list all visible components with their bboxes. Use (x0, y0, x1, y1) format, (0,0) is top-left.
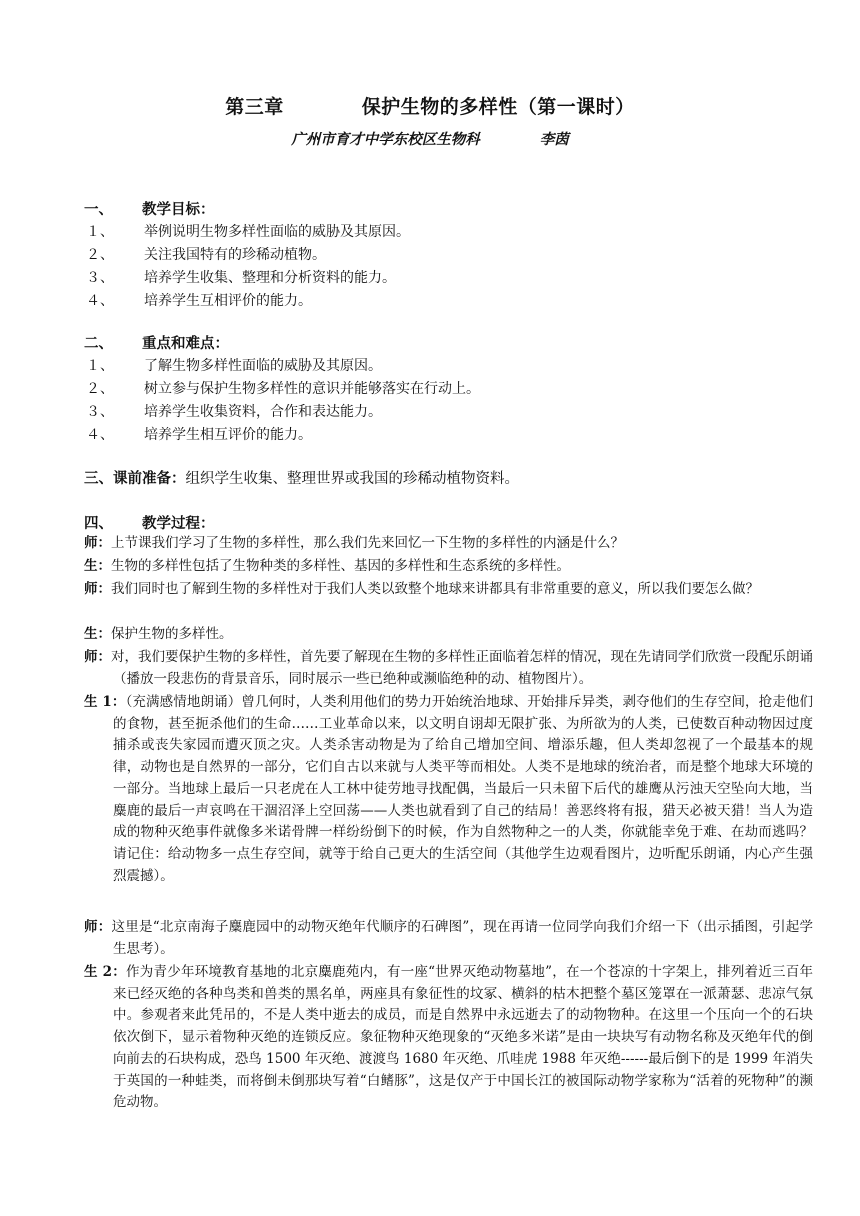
dialogue-text: 保护生物的多样性。 (111, 626, 233, 642)
dialogue-text: 上节课我们学习了生物的多样性，那么我们先来回忆一下生物的多样性的内涵是什么？ (111, 535, 624, 551)
item-text: 举例说明生物多样性面临的威胁及其原因。 (144, 224, 410, 240)
dialogue-line (84, 579, 813, 601)
list-item (86, 267, 396, 287)
list-item (86, 244, 326, 264)
speaker-label: 生： (84, 626, 111, 642)
section-preparation (84, 467, 519, 488)
dialogue-text: 我们同时也了解到生物的多样性对于我们人类以致整个地球来讲都具有非常重要的意义，所以我们要怎么做？ (111, 581, 759, 597)
list-item (86, 378, 480, 398)
section-number: 四、 (84, 515, 113, 532)
section-heading-objectives (84, 198, 215, 219)
section-title: 教学过程： (142, 515, 215, 532)
preparation-text: 组织学生收集、整理世界或我国的珍稀动植物资料。 (185, 471, 519, 487)
item-number: ２、 (86, 247, 114, 263)
author-name: 李茵 (539, 131, 569, 148)
dialogue-text: 作为青少年环境教育基地的北京麋鹿苑内，有一座“世界灭绝动物墓地”，在一个苍凉的十字架上，排列着近三百年来已经灭绝的各种鸟类和兽类的黑名单，两座具有象征性的坟冢、横斜的枯木把整个墓区笼罩在一派萧瑟、悲凉气氛中。参观者来此凭吊的，不是人类中逝去的成员，而是自然界中永远逝去了的动物物种。在这里一个压向一个的石块依次倒下，显示着物种灭绝的连锁反应。象征物种灭绝现象的“灭绝多米诺”是由一块块写有动物名称及灭绝年代的倒向前去的石块构成，恐鸟 1500 年灭绝、渡渡鸟 1680 年灭绝、爪哇虎 1988 年灭绝------最后倒下的是 1999 年消失于英国的一种蛙类，而将倒未倒那块写着“白鳍豚”，这是仅产于中国长江的被国际动物学家称为“活着的死物种”的濒危动物。 (113, 964, 813, 1111)
item-text: 培养学生收集、整理和分析资料的能力。 (144, 270, 396, 286)
dialogue-line (84, 962, 813, 1114)
list-item (86, 424, 312, 444)
section-heading-keypoints (84, 332, 229, 353)
item-text: 关注我国特有的珍稀动植物。 (144, 247, 326, 263)
dialogue-line (84, 533, 813, 555)
item-number: ２、 (86, 381, 114, 397)
dialogue-text: 这里是“北京南海子麋鹿园中的动物灭绝年代顺序的石碑图”，现在再请一位同学向我们介绍一下（出示插图，引起学生思考）。 (111, 919, 813, 957)
speaker-label: 生 2： (84, 964, 127, 980)
speaker-label: 师： (84, 581, 111, 597)
list-item (86, 221, 410, 241)
page-title (0, 92, 860, 119)
dialogue-text: 对，我们要保护生物的多样性，首先要了解现在生物的多样性正面临着怎样的情况，现在先请同学们欣赏一段配乐朗诵（播放一段悲伤的背景音乐，同时展示一些已绝种或濒临绝种的动、植物图片）。 (111, 649, 813, 687)
speaker-label: 师： (84, 649, 111, 665)
section-title: 教学目标： (142, 201, 215, 218)
item-number: １、 (86, 224, 114, 240)
item-text: 培养学生收集资料，合作和表达能力。 (144, 404, 382, 420)
speaker-label: 生： (84, 558, 111, 574)
list-item (86, 401, 382, 421)
author-line (0, 128, 860, 149)
item-number: １、 (86, 358, 114, 374)
list-item (86, 290, 312, 310)
list-item (86, 355, 382, 375)
dialogue-line (84, 647, 813, 690)
dialogue-text: 生物的多样性包括了生物种类的多样性、基因的多样性和生态系统的多样性。 (111, 558, 570, 574)
item-number: ４、 (86, 293, 114, 309)
dialogue-line (84, 917, 813, 960)
lesson-title: 保护生物的多样性（第一课时） (361, 96, 635, 118)
speaker-label: 生 1： (84, 694, 126, 710)
school-name: 广州市育才中学东校区生物科 (291, 131, 480, 148)
section-heading-process (84, 512, 215, 533)
item-number: ４、 (86, 427, 114, 443)
dialogue-line (84, 624, 813, 646)
dialogue-line (84, 556, 813, 578)
dialogue-line (84, 692, 813, 887)
item-number: ３、 (86, 404, 114, 420)
item-text: 了解生物多样性面临的威胁及其原因。 (144, 358, 382, 374)
item-text: 培养学生相互评价的能力。 (144, 427, 312, 443)
item-text: 树立参与保护生物多样性的意识并能够落实在行动上。 (144, 381, 480, 397)
item-text: 培养学生互相评价的能力。 (144, 293, 312, 309)
speaker-label: 师： (84, 535, 111, 551)
section-title: 三、课前准备： (84, 470, 186, 487)
section-number: 一、 (84, 201, 113, 218)
speaker-label: 师： (84, 919, 112, 935)
section-number: 二、 (84, 335, 113, 352)
section-title: 重点和难点： (142, 335, 229, 352)
dialogue-text: （充满感情地朗诵）曾几何时，人类利用他们的势力开始统治地球、开始排斥异类，剥夺他们的生存空间，抢走他们的食物，甚至扼杀他们的生命……工业革命以来，以文明自诩却无限扩张、为所欲为的人类，已使数百种动物因过度捕杀或丧失家园而遭灭顶之灾。人类杀害动物是为了给自己增加空间、增添乐趣，但人类却忽视了一个最基本的规律，动物也是自然界的一部分，它们自古以来就与人类平等而相处。人类不是地球的统治者，而是整个地球大环境的一部分。当地球上最后一只老虎在人工林中徒劳地寻找配偶，当最后一只未留下后代的雄鹰从污浊天空坠向大地，当麋鹿的最后一声哀鸣在干涸沼泽上空回荡——人类也就看到了自己的结局！善恶终将有报，猎天必被天猎！当人为造成的物种灭绝事件就像多米诺骨牌一样纷纷倒下的时候，作为自然物种之一的人类，你就能幸免于难、在劫而逃吗？请记住：给动物多一点生存空间，就等于给自己更大的生活空间（其他学生边观看图片，边听配乐朗诵，内心产生强烈震撼）。 (113, 694, 814, 884)
chapter-label: 第三章 (225, 96, 284, 118)
item-number: ３、 (86, 270, 114, 286)
